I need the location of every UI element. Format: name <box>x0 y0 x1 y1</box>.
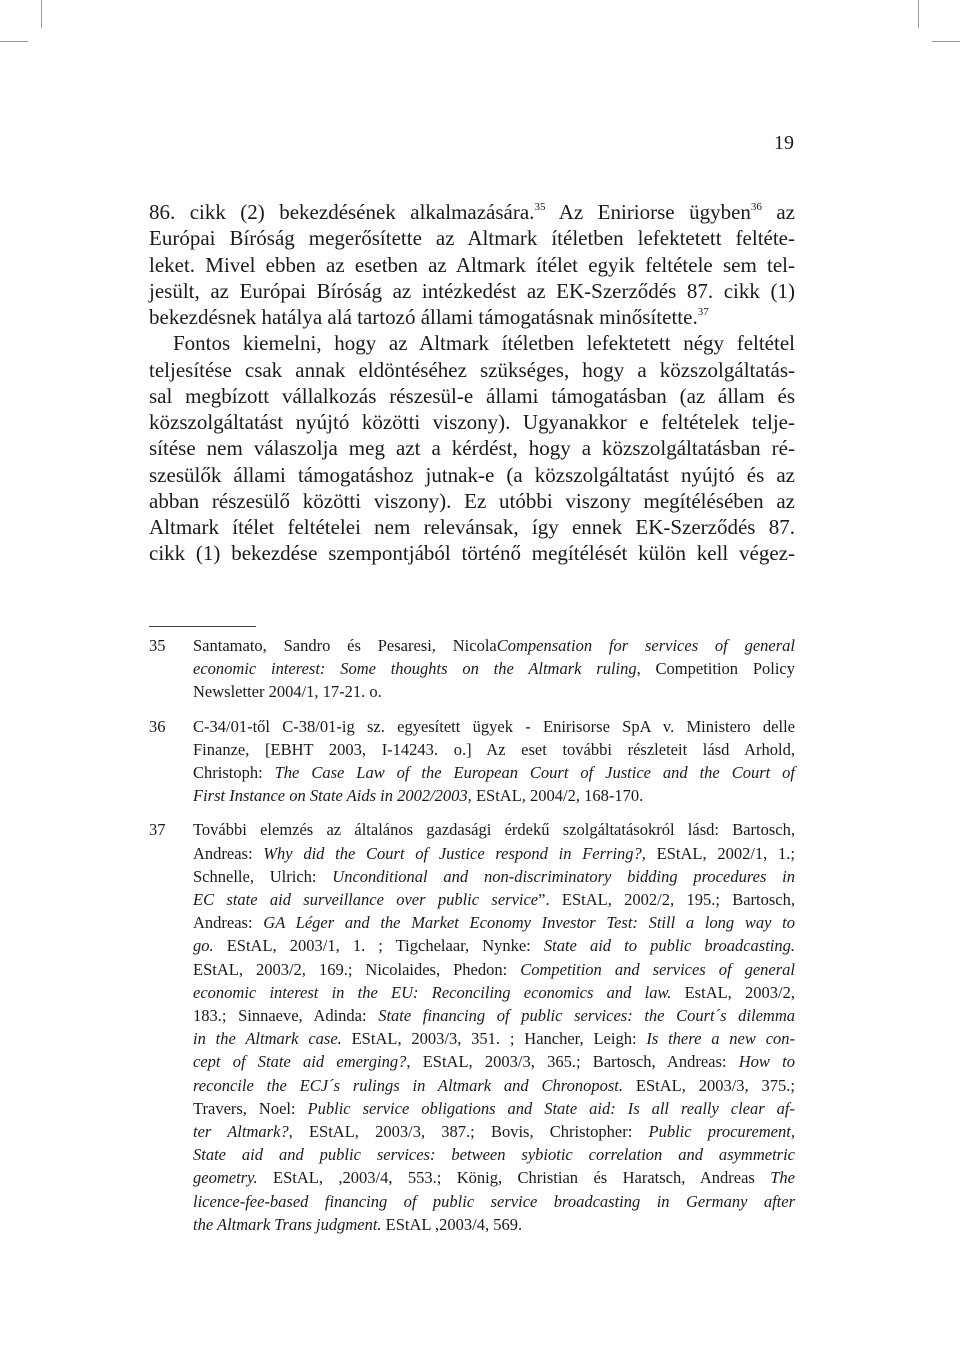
text-run: How to <box>738 1052 795 1072</box>
text-line: Newsletter 2004/1, 17-21. o. <box>193 682 382 702</box>
text-line <box>193 865 795 888</box>
text-run: GA Léger and the Market Economy Investor Test: Still a long way to <box>263 913 795 933</box>
text-line: sítése nem válaszolja meg azt a kérdést, hogy a közszolgáltatásban ré- <box>149 436 795 461</box>
text-line <box>193 842 795 865</box>
body-text <box>149 199 795 567</box>
text-run: in the Altmark case. <box>193 1029 342 1049</box>
footnote-ref-35: 35 <box>534 201 546 213</box>
text-line <box>193 1097 795 1120</box>
text-run: licence-fee-based financing of public service broadcasting in Germany after <box>193 1191 795 1211</box>
text-line <box>193 1143 795 1166</box>
text-run: , EStAL, 2003/3, 387.; Bovis, Christopher: <box>288 1122 649 1142</box>
text-line <box>193 634 795 657</box>
text-run: Andreas: <box>193 843 264 863</box>
text-line <box>193 1050 795 1073</box>
text-line <box>193 981 795 1004</box>
crop-mark-top-right-vertical <box>918 0 919 28</box>
text-run: EStAL, 2003/3, 351. ; Hancher, Leigh: <box>341 1029 647 1049</box>
text-line: sal megbízott vállalkozás részesül-e állami támogatásban (az állam és <box>149 383 795 408</box>
text-run: Andreas: <box>193 913 264 933</box>
footnote-number: 37 <box>149 820 166 840</box>
text-line <box>149 304 795 330</box>
text-line: Fontos kiemelni, hogy az Altmark ítéletben lefektetett négy feltétel <box>173 331 795 356</box>
text-run: Compensation for services of general <box>496 636 795 655</box>
page-number: 19 <box>774 132 794 154</box>
text-line <box>193 911 795 934</box>
text-line: teljesítése csak annak eldöntéséhez szükséges, hogy a közszolgáltatás- <box>149 357 795 382</box>
text-run: Public service obligations and State aid: Is all really clear af- <box>307 1098 796 1118</box>
text-run: Competition and services of general <box>520 959 795 979</box>
text-run: EStAL, 2003/1, 1. ; Tigchelaar, Nynke: <box>213 936 544 956</box>
footnote-separator <box>149 626 256 627</box>
text-line: Altmark ítélet feltételei nem relevánsak, így ennek EK-Szerződés 87. <box>149 515 795 539</box>
footnote-number: 35 <box>149 636 166 655</box>
text-run: ter Altmark? <box>193 1122 289 1142</box>
text-run: Public procurement, <box>648 1122 795 1142</box>
text-line <box>193 1190 795 1213</box>
text-run: State aid and public services: between sybiotic correlation and asymmetric <box>193 1145 795 1165</box>
text-line <box>193 761 795 784</box>
text-run: EStAL, 2003/3, 375.; <box>623 1075 795 1095</box>
text-run: Is there a new con- <box>646 1029 796 1049</box>
text-run: EStAL, ,2003/4, 553.; König, Christian és Haratsch, Andreas <box>257 1168 771 1188</box>
text-line <box>193 784 795 807</box>
footnote-ref-36: 36 <box>750 201 762 213</box>
text-run: economic interest: Some thoughts on the Altmark ruling <box>193 659 637 679</box>
text-line <box>193 1213 795 1236</box>
text-line <box>193 657 795 680</box>
text-run: bekezdésnek hatálya alá tartozó állami támogatásnak minősítette. <box>149 305 698 329</box>
text-line: szesülők állami támogatáshoz jutnak-e (a közszolgáltatást nyújtó és az <box>149 462 795 487</box>
text-line <box>193 1120 795 1143</box>
text-run: 183.; Sinnaeve, Adinda: <box>193 1006 379 1026</box>
text-line <box>193 1074 795 1097</box>
text-line: C-34/01-től C-38/01-ig sz. egyesített ügyek - Enirisorse SpA v. Ministero delle <box>193 716 795 736</box>
crop-mark-top-left-vertical <box>41 0 42 28</box>
text-line <box>193 934 795 957</box>
footnote-36 <box>149 715 795 808</box>
text-line: leket. Mivel ebben az esetben az Altmark ítélet egyik feltétele sem tel- <box>149 252 795 277</box>
footnotes <box>149 634 795 1247</box>
text-run: , Competition Policy <box>636 659 795 679</box>
text-line: Európai Bíróság megerősítette az Altmark ítéletben lefektetett feltéte- <box>149 226 795 251</box>
footnote-ref-37: 37 <box>697 306 709 318</box>
footnote-text <box>193 715 795 808</box>
text-run: , EStAL, 2003/3, 365.; Bartosch, Andreas: <box>406 1052 739 1072</box>
footnote-37 <box>149 818 795 1236</box>
text-run: EstAL, 2003/2, <box>671 982 796 1002</box>
text-line: közszolgáltatást nyújtó közötti viszony). Ugyanakkor e feltételek telje- <box>149 410 795 434</box>
text-run: Why did the Court of Justice respond in Ferring? <box>263 843 642 863</box>
text-run: ”. EStAL, 2002/2, 195.; Bartosch, <box>538 890 795 910</box>
paragraph-2 <box>149 330 795 566</box>
text-run: Travers, Noel: <box>193 1098 308 1118</box>
footnote-text <box>193 818 795 1236</box>
text-run: Unconditional and non-discriminatory bidding procedures in <box>332 866 796 886</box>
text-line <box>193 1004 795 1027</box>
text-run: cept of State aid emerging? <box>193 1052 407 1072</box>
text-line: abban részesülő közötti viszony). Ez utóbbi viszony megítélésében az <box>149 488 795 513</box>
text-line: jesült, az Európai Bíróság az intézkedést az EK-Szerződés 87. cikk (1) <box>149 278 795 303</box>
text-run: , EStAL, 2002/1, 1.; <box>641 843 795 863</box>
text-run: EC state aid surveillance over public service <box>193 890 539 910</box>
text-run: Schnelle, Ulrich: <box>193 866 333 886</box>
text-line <box>193 1027 795 1050</box>
footnote-number: 36 <box>149 716 166 736</box>
text-run: Az Eniriorse ügyben <box>545 200 751 224</box>
text-run: The Case Law of the European Court of Justice and the Court of <box>274 763 795 783</box>
text-run: The <box>770 1168 795 1188</box>
text-line <box>193 888 795 911</box>
text-line: cikk (1) bekezdése szempontjából történő megítélését külön kell végez- <box>149 541 795 566</box>
text-run: go. <box>193 936 214 956</box>
text-run: geometry. <box>193 1168 258 1188</box>
text-line: További elemzés az általános gazdasági érdekű szolgáltatásokról lásd: Bartosch, <box>193 820 795 840</box>
paragraph-1 <box>149 199 795 330</box>
footnote-35 <box>149 634 795 704</box>
text-run: 86. cikk (2) bekezdésének alkalmazására. <box>149 200 535 224</box>
text-run: State financing of public services: the Court´s dilemma <box>378 1006 795 1026</box>
text-run: EStAL, 2003/2, 169.; Nicolaides, Phedon: <box>193 959 521 979</box>
text-run: First Instance on State Aids in 2002/2003, <box>193 786 472 806</box>
text-line: Finanze, [EBHT 2003, I-14243. o.] Az eset további részleteit lásd Arhold, <box>193 739 795 759</box>
text-run: reconcile the ECJ´s rulings in Altmark and Chronopost. <box>193 1075 623 1095</box>
text-run: Santamato, Sandro és Pesaresi, Nicola <box>193 636 497 655</box>
text-line <box>149 199 795 225</box>
text-run: the Altmark Trans judgment. <box>193 1214 382 1234</box>
text-run: EStAL ,2003/4, 569. <box>381 1214 523 1234</box>
footnote-text <box>193 634 795 704</box>
text-line <box>193 1166 795 1189</box>
text-run: Christoph: <box>193 763 275 783</box>
text-run: az <box>761 200 795 224</box>
text-run: State aid to public broadcasting. <box>543 936 796 956</box>
crop-mark-top-right-horizontal <box>932 41 960 42</box>
crop-mark-top-left-horizontal <box>0 41 28 42</box>
text-run: EStAL, 2004/2, 168-170. <box>471 786 644 806</box>
text-run: economic interest in the EU: Reconciling economics and law. <box>193 982 672 1002</box>
text-line <box>193 958 795 981</box>
